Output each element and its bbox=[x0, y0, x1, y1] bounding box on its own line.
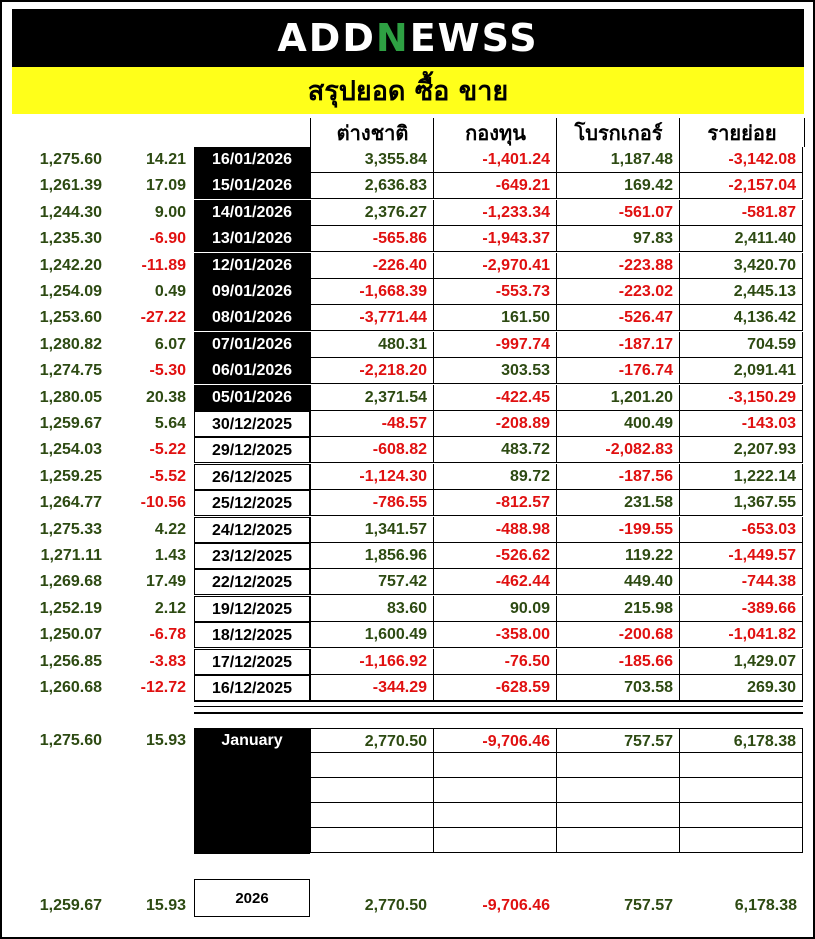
monthly-index: 1,275.60 bbox=[39, 732, 102, 749]
net-retail-value: 2,207.93 bbox=[679, 437, 803, 463]
index-change-value: -3.83 bbox=[149, 653, 186, 670]
title-banner bbox=[12, 67, 804, 114]
net-foreign-value: 83.60 bbox=[310, 596, 433, 622]
net-broker-value: 231.58 bbox=[556, 490, 679, 516]
monthly-empty-cell bbox=[433, 778, 556, 803]
trade-date: 14/01/2026 bbox=[194, 200, 310, 226]
index-change-value: 6.07 bbox=[154, 336, 186, 353]
net-broker-value: 97.83 bbox=[556, 226, 679, 252]
index-change-value: -6.78 bbox=[149, 626, 186, 643]
set-index-value: 1,275.60 bbox=[39, 151, 102, 168]
header-retail: รายย่อย bbox=[679, 118, 805, 147]
net-fund-value: -488.98 bbox=[433, 517, 556, 543]
index-change-value: 17.49 bbox=[145, 573, 186, 590]
trade-date: 24/12/2025 bbox=[194, 517, 310, 543]
monthly-empty-cell bbox=[310, 828, 433, 853]
monthly-empty-cell bbox=[310, 753, 433, 778]
index-change-value: 9.00 bbox=[154, 204, 186, 221]
net-fund-value: -997.74 bbox=[433, 332, 556, 358]
net-fund-value: -1,401.24 bbox=[433, 147, 556, 173]
net-broker-value: 1,201.20 bbox=[556, 385, 679, 411]
set-index-value: 1,254.03 bbox=[39, 441, 102, 458]
index-change-value: -12.72 bbox=[140, 679, 186, 696]
net-retail-value: 1,429.07 bbox=[679, 649, 803, 675]
net-foreign-value: 1,600.49 bbox=[310, 622, 433, 648]
net-broker-value: -187.56 bbox=[556, 464, 679, 490]
index-change-value: 1.43 bbox=[154, 547, 186, 564]
net-fund-value: 161.50 bbox=[433, 305, 556, 331]
trade-date: 19/12/2025 bbox=[194, 596, 310, 622]
set-index-value: 1,274.75 bbox=[39, 362, 102, 379]
net-foreign-value: 2,376.27 bbox=[310, 200, 433, 226]
net-retail-value: -3,142.08 bbox=[679, 147, 803, 173]
net-foreign-value: 480.31 bbox=[310, 332, 433, 358]
net-fund-value: -649.21 bbox=[433, 173, 556, 199]
index-change-value: -27.22 bbox=[140, 309, 186, 326]
set-index-value: 1,250.07 bbox=[39, 626, 102, 643]
set-index-value: 1,264.77 bbox=[39, 494, 102, 511]
net-fund-value: -358.00 bbox=[433, 622, 556, 648]
net-retail-value: 4,136.42 bbox=[679, 305, 803, 331]
logo-text-accent: N bbox=[375, 16, 410, 60]
net-retail-value: -1,449.57 bbox=[679, 543, 803, 569]
trade-date: 16/01/2026 bbox=[194, 147, 310, 173]
net-broker-value: 119.22 bbox=[556, 543, 679, 569]
set-index-value: 1,256.85 bbox=[39, 653, 102, 670]
index-change-value: 2.12 bbox=[154, 600, 186, 617]
net-fund-value: 483.72 bbox=[433, 437, 556, 463]
index-change-value: -5.30 bbox=[149, 362, 186, 379]
net-foreign-value: -3,771.44 bbox=[310, 305, 433, 331]
net-fund-value: 89.72 bbox=[433, 464, 556, 490]
logo-banner bbox=[12, 9, 804, 67]
yearly-broker-value: 757.57 bbox=[624, 897, 673, 914]
net-fund-value: 90.09 bbox=[433, 596, 556, 622]
net-broker-value: -187.17 bbox=[556, 332, 679, 358]
net-broker-value: -200.68 bbox=[556, 622, 679, 648]
yearly-retail-value: 6,178.38 bbox=[734, 897, 797, 914]
net-broker-value: -223.02 bbox=[556, 279, 679, 305]
net-fund-value: 303.53 bbox=[433, 358, 556, 384]
trade-date: 12/01/2026 bbox=[194, 253, 310, 279]
set-index-value: 1,280.05 bbox=[39, 389, 102, 406]
net-fund-value: -1,943.37 bbox=[433, 226, 556, 252]
net-retail-value: -744.38 bbox=[679, 569, 803, 595]
net-fund-value: -526.62 bbox=[433, 543, 556, 569]
net-fund-value: -553.73 bbox=[433, 279, 556, 305]
logo-text-post: EWSS bbox=[409, 16, 539, 60]
net-foreign-value: -2,218.20 bbox=[310, 358, 433, 384]
net-fund-value: -1,233.34 bbox=[433, 200, 556, 226]
set-index-value: 1,275.33 bbox=[39, 521, 102, 538]
set-index-value: 1,254.09 bbox=[39, 283, 102, 300]
net-fund-value: -628.59 bbox=[433, 675, 556, 701]
net-retail-value: -3,150.29 bbox=[679, 385, 803, 411]
net-broker-value: -223.88 bbox=[556, 253, 679, 279]
monthly-empty-cell bbox=[556, 828, 679, 853]
net-foreign-value: 757.42 bbox=[310, 569, 433, 595]
net-fund-value: -422.45 bbox=[433, 385, 556, 411]
net-broker-value: 400.49 bbox=[556, 411, 679, 437]
index-change-value: -6.90 bbox=[149, 230, 186, 247]
net-retail-value: 704.59 bbox=[679, 332, 803, 358]
net-foreign-value: -608.82 bbox=[310, 437, 433, 463]
set-index-value: 1,242.20 bbox=[39, 257, 102, 274]
monthly-empty-cell bbox=[556, 778, 679, 803]
trade-date: 18/12/2025 bbox=[194, 622, 310, 648]
index-change-value: -5.52 bbox=[149, 468, 186, 485]
trade-date: 09/01/2026 bbox=[194, 279, 310, 305]
trade-date: 30/12/2025 bbox=[194, 411, 310, 437]
net-broker-value: 215.98 bbox=[556, 596, 679, 622]
net-fund-value: -208.89 bbox=[433, 411, 556, 437]
net-foreign-value: -1,668.39 bbox=[310, 279, 433, 305]
net-foreign-value: -565.86 bbox=[310, 226, 433, 252]
index-change-value: -11.89 bbox=[141, 257, 186, 274]
monthly-empty-cell bbox=[433, 828, 556, 853]
monthly-empty-cell bbox=[310, 778, 433, 803]
index-change-value: 14.21 bbox=[145, 151, 186, 168]
yearly-foreign-value: 2,770.50 bbox=[364, 897, 427, 914]
trade-date: 08/01/2026 bbox=[194, 305, 310, 331]
set-index-value: 1,252.19 bbox=[39, 600, 102, 617]
set-index-value: 1,253.60 bbox=[39, 309, 102, 326]
net-retail-value: -143.03 bbox=[679, 411, 803, 437]
net-fund-value: -76.50 bbox=[433, 649, 556, 675]
net-broker-value: -526.47 bbox=[556, 305, 679, 331]
trade-date: 17/12/2025 bbox=[194, 649, 310, 675]
net-retail-value: -653.03 bbox=[679, 517, 803, 543]
net-retail-value: 3,420.70 bbox=[679, 253, 803, 279]
net-retail-value: 1,367.55 bbox=[679, 490, 803, 516]
net-foreign-value: -226.40 bbox=[310, 253, 433, 279]
net-retail-value: -389.66 bbox=[679, 596, 803, 622]
monthly-empty-cell bbox=[679, 803, 803, 828]
index-change-value: 20.38 bbox=[145, 389, 186, 406]
set-index-value: 1,261.39 bbox=[39, 177, 102, 194]
net-foreign-value: -1,124.30 bbox=[310, 464, 433, 490]
net-foreign-value: -344.29 bbox=[310, 675, 433, 701]
trade-date: 13/01/2026 bbox=[194, 226, 310, 252]
net-retail-value: -581.87 bbox=[679, 200, 803, 226]
trade-date: 23/12/2025 bbox=[194, 543, 310, 569]
monthly-broker-value: 757.57 bbox=[556, 728, 679, 753]
monthly-empty-cell bbox=[679, 753, 803, 778]
net-broker-value: -2,082.83 bbox=[556, 437, 679, 463]
table-divider bbox=[194, 700, 803, 702]
table-divider bbox=[194, 712, 803, 714]
header-fund: กองทุน bbox=[433, 118, 557, 147]
net-foreign-value: 3,355.84 bbox=[310, 147, 433, 173]
index-change-value: 17.09 bbox=[145, 177, 186, 194]
net-foreign-value: 1,856.96 bbox=[310, 543, 433, 569]
monthly-fund-value: -9,706.46 bbox=[433, 728, 556, 753]
net-broker-value: -185.66 bbox=[556, 649, 679, 675]
net-foreign-value: -1,166.92 bbox=[310, 649, 433, 675]
yearly-index: 1,259.67 bbox=[39, 897, 102, 914]
net-fund-value: -462.44 bbox=[433, 569, 556, 595]
net-retail-value: -2,157.04 bbox=[679, 173, 803, 199]
net-foreign-value: 2,636.83 bbox=[310, 173, 433, 199]
monthly-empty-cell bbox=[556, 803, 679, 828]
header-broker: โบรกเกอร์ bbox=[556, 118, 680, 147]
addnewss-logo bbox=[277, 16, 538, 60]
logo-text-pre: ADD bbox=[277, 16, 376, 60]
monthly-change: 15.93 bbox=[145, 732, 186, 749]
monthly-empty-cell bbox=[310, 803, 433, 828]
yearly-fund-value: -9,706.46 bbox=[482, 897, 550, 914]
yearly-change: 15.93 bbox=[145, 897, 186, 914]
trade-date: 05/01/2026 bbox=[194, 385, 310, 411]
set-index-value: 1,280.82 bbox=[39, 336, 102, 353]
monthly-empty-cell bbox=[556, 753, 679, 778]
monthly-empty-cell bbox=[679, 778, 803, 803]
net-fund-value: -812.57 bbox=[433, 490, 556, 516]
net-broker-value: 703.58 bbox=[556, 675, 679, 701]
trade-date: 06/01/2026 bbox=[194, 358, 310, 384]
index-change-value: -10.56 bbox=[140, 494, 186, 511]
monthly-empty-cell bbox=[433, 753, 556, 778]
net-broker-value: 169.42 bbox=[556, 173, 679, 199]
trade-date: 26/12/2025 bbox=[194, 464, 310, 490]
net-foreign-value: 1,341.57 bbox=[310, 517, 433, 543]
monthly-retail-value: 6,178.38 bbox=[679, 728, 803, 753]
set-index-value: 1,259.25 bbox=[39, 468, 102, 485]
net-fund-value: -2,970.41 bbox=[433, 253, 556, 279]
set-index-value: 1,259.67 bbox=[39, 415, 102, 432]
net-broker-value: 449.40 bbox=[556, 569, 679, 595]
trade-date: 16/12/2025 bbox=[194, 675, 310, 701]
net-retail-value: 2,091.41 bbox=[679, 358, 803, 384]
net-retail-value: 2,445.13 bbox=[679, 279, 803, 305]
monthly-empty-cell bbox=[679, 828, 803, 853]
set-index-value: 1,260.68 bbox=[39, 679, 102, 696]
net-broker-value: -561.07 bbox=[556, 200, 679, 226]
set-index-value: 1,271.11 bbox=[40, 547, 102, 564]
trade-date: 29/12/2025 bbox=[194, 437, 310, 463]
trade-date: 15/01/2026 bbox=[194, 173, 310, 199]
net-broker-value: 1,187.48 bbox=[556, 147, 679, 173]
net-foreign-value: -786.55 bbox=[310, 490, 433, 516]
set-index-value: 1,244.30 bbox=[39, 204, 102, 221]
net-foreign-value: 2,371.54 bbox=[310, 385, 433, 411]
monthly-label: January bbox=[221, 732, 283, 749]
header-foreign: ต่างชาติ bbox=[310, 118, 434, 147]
monthly-empty-cell bbox=[433, 803, 556, 828]
net-broker-value: -176.74 bbox=[556, 358, 679, 384]
yearly-label: 2026 bbox=[194, 879, 310, 917]
net-foreign-value: -48.57 bbox=[310, 411, 433, 437]
monthly-foreign-value: 2,770.50 bbox=[310, 728, 433, 753]
index-change-value: 0.49 bbox=[154, 283, 186, 300]
net-retail-value: 1,222.14 bbox=[679, 464, 803, 490]
table-divider bbox=[194, 706, 803, 707]
set-index-value: 1,269.68 bbox=[39, 573, 102, 590]
trade-date: 25/12/2025 bbox=[194, 490, 310, 516]
net-retail-value: -1,041.82 bbox=[679, 622, 803, 648]
trade-date: 07/01/2026 bbox=[194, 332, 310, 358]
set-index-value: 1,235.30 bbox=[39, 230, 102, 247]
page-title: สรุปยอด ซื้อ ขาย bbox=[307, 76, 509, 107]
index-change-value: -5.22 bbox=[149, 441, 186, 458]
trade-date: 22/12/2025 bbox=[194, 569, 310, 595]
index-change-value: 5.64 bbox=[154, 415, 186, 432]
index-change-value: 4.22 bbox=[154, 521, 186, 538]
net-retail-value: 269.30 bbox=[679, 675, 803, 701]
net-retail-value: 2,411.40 bbox=[679, 226, 803, 252]
net-broker-value: -199.55 bbox=[556, 517, 679, 543]
